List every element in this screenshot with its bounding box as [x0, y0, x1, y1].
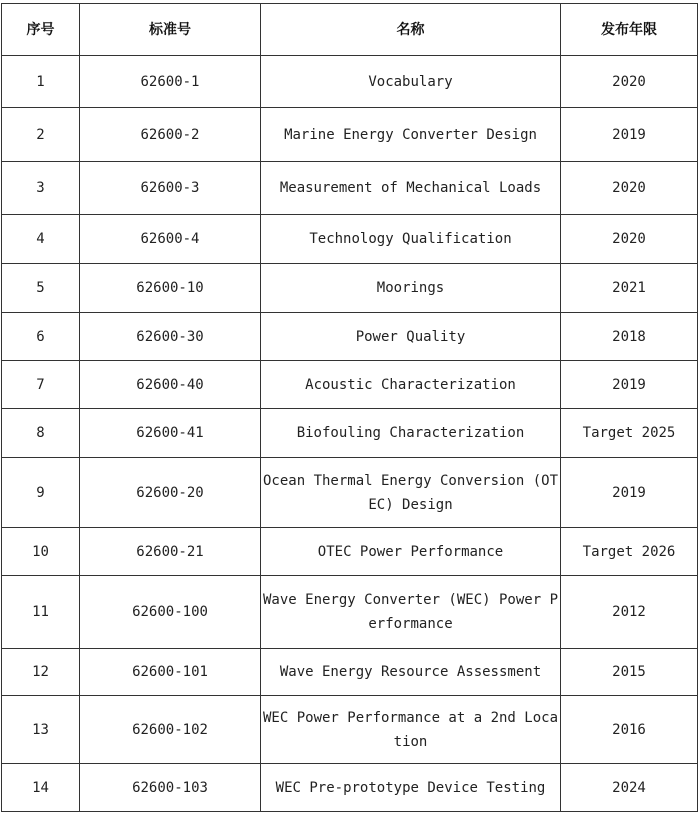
- cell-publish-year: 2018: [561, 313, 698, 361]
- table-row: [2, 108, 698, 162]
- cell-name: Technology Qualification: [261, 215, 561, 264]
- cell-standard-number: 62600-3: [80, 162, 261, 215]
- cell-publish-year: Target 2025: [561, 409, 698, 458]
- cell-publish-year: 2020: [561, 215, 698, 264]
- cell-index: 7: [2, 361, 80, 409]
- cell-publish-year: 2019: [561, 361, 698, 409]
- table-row: [2, 264, 698, 313]
- cell-publish-year: 2020: [561, 162, 698, 215]
- cell-publish-year: 2021: [561, 264, 698, 313]
- cell-name: Acoustic Characterization: [261, 361, 561, 409]
- cell-standard-number: 62600-2: [80, 108, 261, 162]
- cell-index: 11: [2, 576, 80, 649]
- cell-name: Wave Energy Converter (WEC) Power Performance: [261, 576, 561, 649]
- cell-name: Wave Energy Resource Assessment: [261, 649, 561, 696]
- cell-index: 6: [2, 313, 80, 361]
- standards-table: [1, 3, 698, 812]
- cell-standard-number: 62600-10: [80, 264, 261, 313]
- cell-index: 13: [2, 696, 80, 764]
- cell-name: Vocabulary: [261, 56, 561, 108]
- table-row: [2, 576, 698, 649]
- header-index: 序号: [2, 4, 80, 56]
- cell-standard-number: 62600-1: [80, 56, 261, 108]
- cell-publish-year: 2016: [561, 696, 698, 764]
- cell-index: 4: [2, 215, 80, 264]
- cell-name: Moorings: [261, 264, 561, 313]
- cell-standard-number: 62600-103: [80, 764, 261, 812]
- cell-name: Marine Energy Converter Design: [261, 108, 561, 162]
- cell-publish-year: 2020: [561, 56, 698, 108]
- cell-publish-year: 2024: [561, 764, 698, 812]
- cell-index: 8: [2, 409, 80, 458]
- cell-index: 10: [2, 528, 80, 576]
- cell-publish-year: 2019: [561, 458, 698, 528]
- cell-publish-year: Target 2026: [561, 528, 698, 576]
- cell-index: 14: [2, 764, 80, 812]
- table-row: [2, 764, 698, 812]
- table-row: [2, 56, 698, 108]
- table-row: [2, 696, 698, 764]
- cell-name: WEC Pre-prototype Device Testing: [261, 764, 561, 812]
- cell-name: WEC Power Performance at a 2nd Location: [261, 696, 561, 764]
- cell-name: Measurement of Mechanical Loads: [261, 162, 561, 215]
- cell-publish-year: 2019: [561, 108, 698, 162]
- cell-standard-number: 62600-101: [80, 649, 261, 696]
- cell-standard-number: 62600-30: [80, 313, 261, 361]
- cell-index: 12: [2, 649, 80, 696]
- table-row: [2, 649, 698, 696]
- cell-standard-number: 62600-21: [80, 528, 261, 576]
- table-row: [2, 361, 698, 409]
- cell-name: Ocean Thermal Energy Conversion (OTEC) Design: [261, 458, 561, 528]
- cell-index: 2: [2, 108, 80, 162]
- cell-publish-year: 2015: [561, 649, 698, 696]
- cell-index: 9: [2, 458, 80, 528]
- cell-publish-year: 2012: [561, 576, 698, 649]
- header-standard-number: 标准号: [80, 4, 261, 56]
- cell-standard-number: 62600-20: [80, 458, 261, 528]
- table-row: [2, 528, 698, 576]
- cell-index: 1: [2, 56, 80, 108]
- cell-name: OTEC Power Performance: [261, 528, 561, 576]
- cell-name: Power Quality: [261, 313, 561, 361]
- cell-index: 5: [2, 264, 80, 313]
- table-row: [2, 162, 698, 215]
- cell-standard-number: 62600-40: [80, 361, 261, 409]
- cell-standard-number: 62600-4: [80, 215, 261, 264]
- header-publish-year: 发布年限: [561, 4, 698, 56]
- cell-standard-number: 62600-100: [80, 576, 261, 649]
- cell-standard-number: 62600-102: [80, 696, 261, 764]
- cell-index: 3: [2, 162, 80, 215]
- header-row: [2, 4, 698, 56]
- table-row: [2, 458, 698, 528]
- table-row: [2, 215, 698, 264]
- header-name: 名称: [261, 4, 561, 56]
- cell-standard-number: 62600-41: [80, 409, 261, 458]
- cell-name: Biofouling Characterization: [261, 409, 561, 458]
- table-row: [2, 313, 698, 361]
- table-row: [2, 409, 698, 458]
